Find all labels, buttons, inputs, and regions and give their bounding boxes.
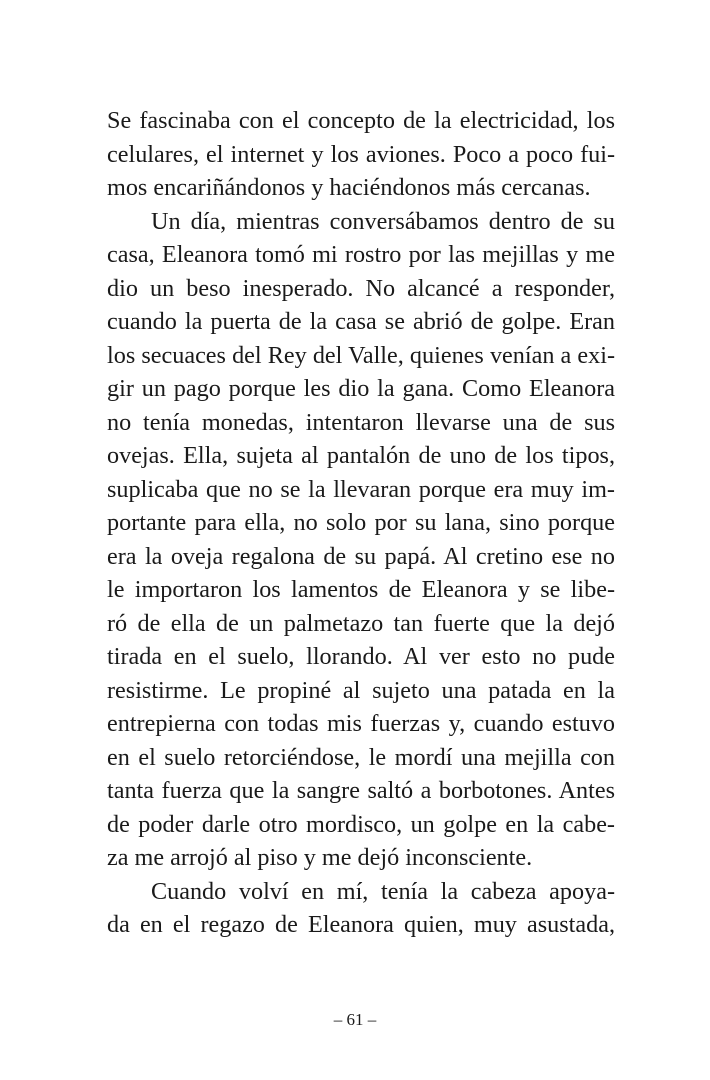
text-line: za me arrojó al piso y me dejó inconsciente. bbox=[107, 844, 533, 871]
text-line: tirada en el suelo, llorando. Al ver esto no pude bbox=[107, 643, 615, 670]
page-number: – 61 – bbox=[333, 1010, 377, 1029]
text-line: ovejas. Ella, sujeta al pantalón de uno de los tipos, bbox=[107, 442, 615, 469]
text-line: mos encariñándonos y haciéndonos más cercanas. bbox=[107, 174, 591, 201]
text-line: gir un pago porque les dio la gana. Como Eleanora bbox=[107, 375, 615, 402]
text-line: portante para ella, no solo por su lana, sino porque bbox=[107, 509, 615, 536]
text-line: Un día, mientras conversábamos dentro de su bbox=[151, 207, 615, 235]
text-line: entrepierna con todas mis fuerzas y, cuando estuvo bbox=[107, 710, 615, 737]
text-line: era la oveja regalona de su papá. Al cretino ese no bbox=[107, 542, 615, 570]
text-line: suplicaba que no se la llevaran porque era muy im- bbox=[107, 475, 615, 503]
text-line: los secuaces del Rey del Valle, quienes venían a exi- bbox=[107, 341, 615, 369]
text-line: tanta fuerza que la sangre saltó a borbotones. Antes bbox=[107, 777, 615, 804]
text-line: Se fascinaba con el concepto de la electricidad, los bbox=[107, 107, 615, 134]
text-line: no tenía monedas, intentaron llevarse una de sus bbox=[107, 408, 615, 436]
body-text bbox=[107, 104, 615, 942]
text-line: resistirme. Le propiné al sujeto una patada en la bbox=[107, 676, 615, 704]
text-line: Cuando volví en mí, tenía la cabeza apoya- bbox=[151, 877, 615, 905]
text-line: da en el regazo de Eleanora quien, muy asustada, bbox=[107, 911, 615, 938]
text-line: ró de ella de un palmetazo tan fuerte que la dejó bbox=[107, 609, 615, 637]
text-line: de poder darle otro mordisco, un golpe en la cabe- bbox=[107, 810, 615, 838]
text-line: celulares, el internet y los aviones. Poco a poco fui- bbox=[107, 140, 615, 168]
text-line: casa, Eleanora tomó mi rostro por las mejillas y me bbox=[107, 241, 615, 268]
text-line: le importaron los lamentos de Eleanora y se libe- bbox=[107, 576, 615, 603]
text-line: en el suelo retorciéndose, le mordí una mejilla con bbox=[107, 743, 615, 771]
text-line: dio un beso inesperado. No alcancé a responder, bbox=[107, 274, 615, 302]
text-line: cuando la puerta de la casa se abrió de golpe. Eran bbox=[107, 308, 615, 335]
